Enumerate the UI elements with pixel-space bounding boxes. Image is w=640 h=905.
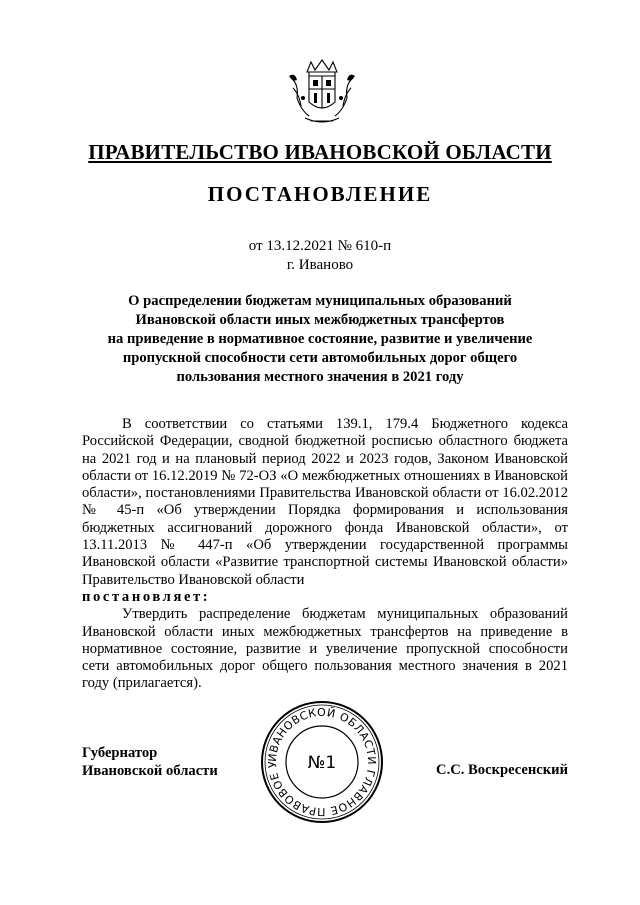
subject-line: на приведение в нормативное состояние, развитие и увеличение: [107, 331, 533, 347]
preamble-text: В соответствии со статьями 139.1, 179.4 Бюджетного кодекса Российской Федерации, сводной бюджетной росписью областного бюджета на 2021 год и на плановый период 2022 и 2023 годов, Законом Ивановской области от 16.12.2019 № 72-ОЗ «О межбюджетных отношениях в Ивановской области», постановлениями Правительства Ивановской области от 16.02.2012 № 45-п «Об утверждении Порядка формирования и использования бюджетных ассигнований дорожного фонда Ивановской области», от 13.11.2013 № 447-п «Об утверждении государственной программы Ивановской области «Развитие транспортной системы Ивановской области» Правительство Ивановской области: [82, 416, 568, 588]
body-paragraph-preamble: [82, 416, 568, 606]
document-city: г. Иваново: [286, 257, 354, 273]
document-type: ПОСТАНОВЛЕНИЕ: [207, 182, 433, 206]
organization-title: ПРАВИТЕЛЬСТВО ИВАНОВСКОЙ ОБЛАСТИ: [88, 140, 552, 164]
coat-of-arms: [285, 58, 359, 130]
subject-line: пропускной способности сети автомобильных дорог общего: [122, 350, 518, 366]
signer-position-line: Ивановской области: [82, 763, 218, 779]
subject-line: пользования местного значения в 2021 году: [176, 369, 464, 385]
subject-line: О распределении бюджетам муниципальных образований: [128, 293, 512, 309]
document-date-number: от 13.12.2021 № 610-п: [248, 238, 392, 254]
official-stamp: [258, 698, 386, 826]
document-body: [82, 416, 568, 693]
signer-position-line: Губернатор: [82, 745, 158, 761]
document-subject: [90, 292, 550, 387]
subject-line: Ивановской области иных межбюджетных трансфертов: [135, 312, 505, 328]
stamp-ring-text: ИВАНОВСКОЙ ОБЛАСТИ ГЛАВНОЕ ПРАВОВОЕ У: [265, 705, 379, 819]
resolves-word: постановляет:: [82, 588, 211, 605]
stamp-number: №1: [307, 753, 337, 773]
signer-name: С.С. Воскресенский: [436, 762, 568, 778]
body-paragraph-decision: Утвердить распределение бюджетам муниципальных образований Ивановской области иных межбюджетных трансфертов на приведение в нормативное состояние, развитие и увеличение пропускной способности сети автомобильных дорог общего пользования местного значения в 2021 году (прилагается).: [82, 606, 568, 692]
signer-position: [82, 744, 218, 780]
